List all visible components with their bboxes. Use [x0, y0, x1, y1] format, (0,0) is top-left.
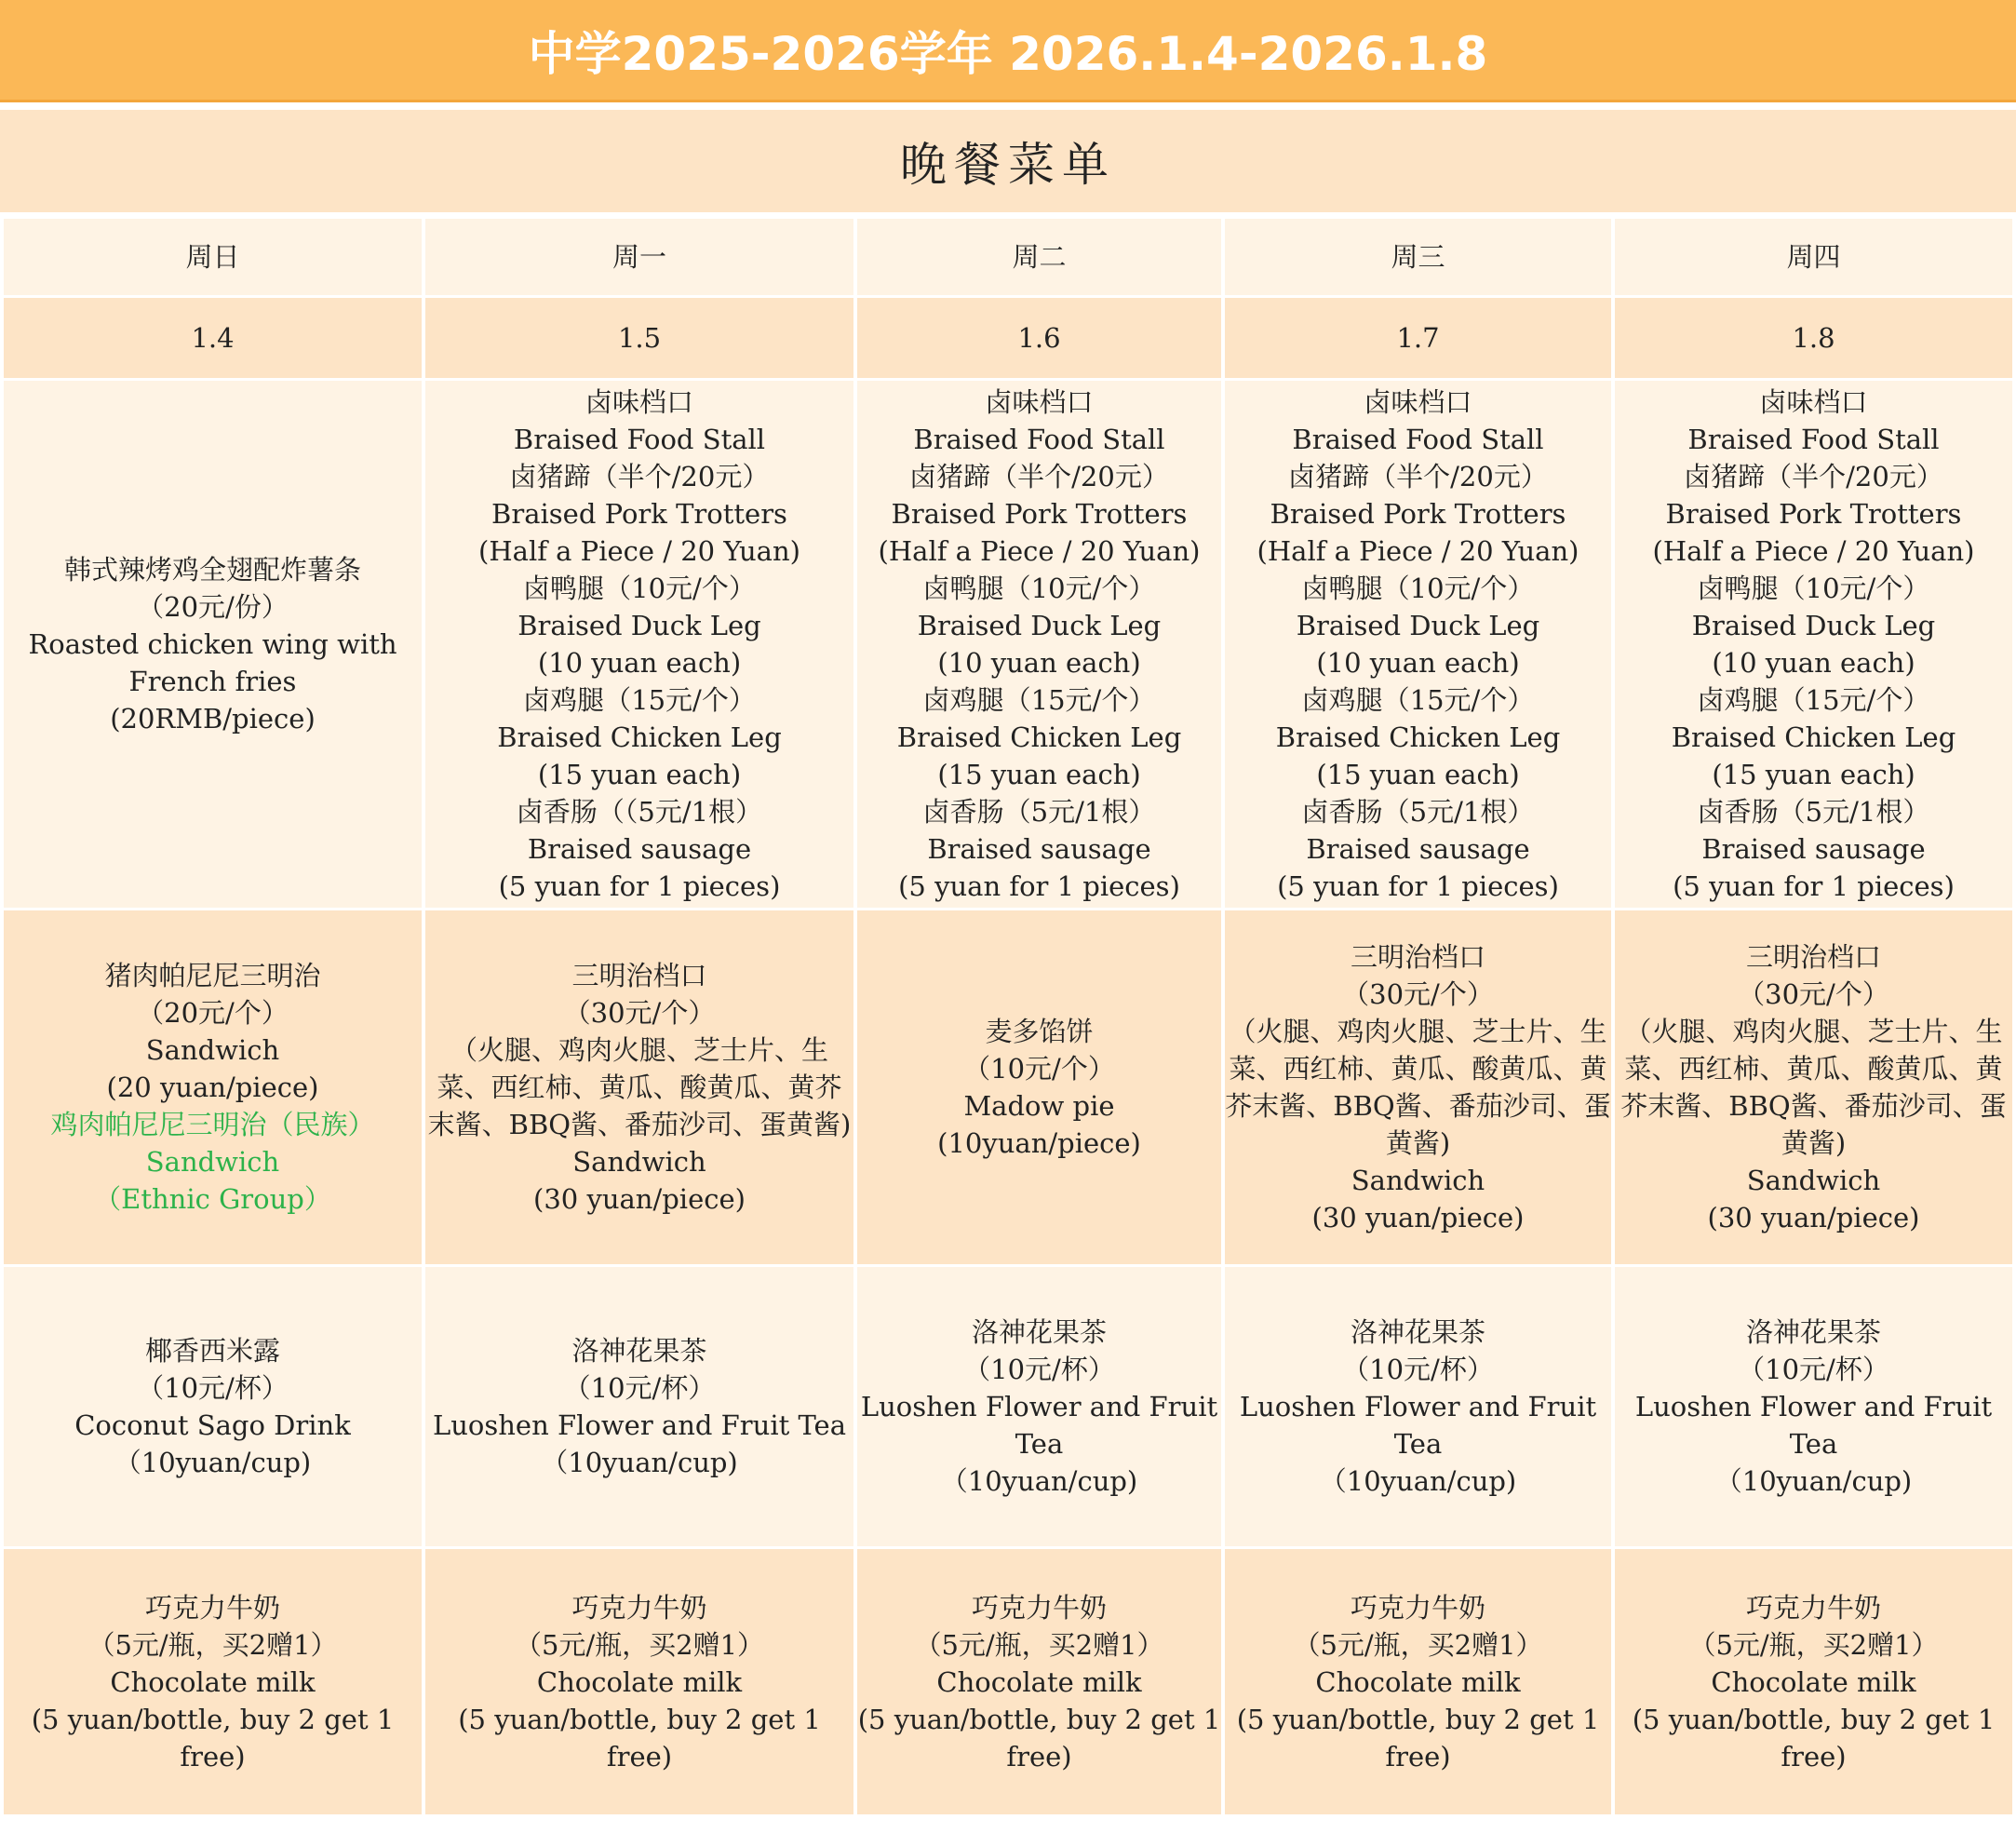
menu-line: (30 yuan/piece) [1311, 1202, 1525, 1233]
date-cell: 1.8 [1615, 298, 2012, 378]
menu-line: 卤鸡腿（15元/个） [523, 684, 756, 716]
menu-line: （5元/瓶，买2赠1） [1688, 1628, 1939, 1661]
menu-line: 椰香西米露 [144, 1335, 280, 1367]
menu-line: 卤猪蹄（半个/20元） [1684, 461, 1943, 492]
menu-cell [425, 1549, 853, 1814]
menu-line: Braised Pork Trotters [1665, 498, 1962, 530]
weekday-cell: 周三 [1225, 219, 1611, 295]
menu-line: 卤鸡腿（15元/个） [1301, 684, 1535, 716]
menu-table [0, 216, 2016, 1817]
menu-line: 卤香肠（（5元/1根） [516, 796, 763, 828]
weekday-cell: 周一 [425, 219, 853, 295]
menu-line: (5 yuan for 1 pieces) [1277, 870, 1559, 902]
menu-cell [4, 910, 422, 1264]
menu-line: (10 yuan each) [937, 647, 1141, 679]
menu-line: Braised Duck Leg [1296, 610, 1540, 641]
menu-line: Coconut Sago Drink [74, 1409, 351, 1441]
menu-row-sandwich [4, 910, 2012, 1264]
menu-cell [4, 1267, 422, 1546]
menu-cell [857, 1267, 1221, 1546]
menu-line: (5 yuan for 1 pieces) [898, 870, 1180, 902]
menu-line: 卤鸭腿（10元/个） [1697, 573, 1930, 604]
menu-line: （火腿、鸡肉火腿、芝士片、生菜、西红柿、黄瓜、酸黄瓜、黄芥末酱、BBQ酱、番茄沙司、蛋黄酱) [1620, 1016, 2007, 1159]
menu-line: （10yuan/cup) [1714, 1465, 1913, 1497]
menu-line: Sandwich [1746, 1165, 1881, 1196]
menu-line: (15 yuan each) [1316, 759, 1520, 790]
menu-line: Braised Duck Leg [517, 610, 761, 641]
menu-line: （10元/杯） [563, 1372, 716, 1404]
menu-line: （5元/瓶，买2赠1） [87, 1628, 338, 1661]
menu-line: 卤味档口 [1759, 386, 1868, 418]
menu-line: （10yuan/cup) [940, 1465, 1138, 1497]
menu-line: Braised Duck Leg [1691, 610, 1936, 641]
menu-line: (5 yuan for 1 pieces) [498, 870, 781, 902]
menu-line: (20 yuan/piece) [106, 1071, 319, 1103]
menu-line: (5 yuan/bottle, buy 2 get 1 free) [31, 1703, 395, 1772]
menu-line: 卤鸡腿（15元/个） [922, 684, 1156, 716]
menu-line: (5 yuan for 1 pieces) [1673, 870, 1955, 902]
menu-line: (5 yuan/bottle, buy 2 get 1 free) [458, 1703, 821, 1772]
menu-line: （火腿、鸡肉火腿、芝士片、生菜、西红柿、黄瓜、酸黄瓜、黄芥末酱、BBQ酱、番茄沙司、蛋黄酱) [427, 1034, 852, 1140]
menu-line: 卤猪蹄（半个/20元） [909, 461, 1169, 492]
menu-line: （30元/个） [1342, 978, 1494, 1010]
menu-line: (Half a Piece / 20 Yuan) [1652, 535, 1975, 567]
menu-cell [4, 1549, 422, 1814]
menu-line: 卤味档口 [585, 386, 693, 418]
menu-line: 卤味档口 [1364, 386, 1472, 418]
menu-line: Luoshen Flower and Fruit Tea [432, 1409, 847, 1441]
menu-line: (10yuan/piece) [937, 1127, 1141, 1159]
weekday-row [4, 219, 2012, 295]
menu-line: Braised Chicken Leg [497, 721, 782, 753]
menu-line: Sandwich [145, 1146, 280, 1178]
menu-line: Luoshen Flower and Fruit Tea [1634, 1391, 1993, 1460]
menu-line: (15 yuan each) [537, 759, 742, 790]
menu-line: Braised Food Stall [1292, 424, 1544, 455]
weekday-cell: 周日 [4, 219, 422, 295]
menu-line: Chocolate milk [936, 1665, 1142, 1698]
menu-line: 猪肉帕尼尼三明治 [104, 960, 321, 991]
menu-line: Braised sausage [927, 833, 1151, 865]
menu-line: 卤香肠（5元/1根） [922, 796, 1156, 828]
menu-line: （30元/个） [1738, 978, 1889, 1010]
menu-line: Roasted chicken wing with French fries [28, 628, 397, 697]
menu-line: (5 yuan/bottle, buy 2 get 1 free) [1632, 1703, 1996, 1772]
menu-line: 洛神花果茶 [1350, 1316, 1485, 1348]
menu-row-drink [4, 1267, 2012, 1546]
menu-cell [1225, 910, 1611, 1264]
menu-line: 鸡肉帕尼尼三明治（民族） [50, 1109, 375, 1140]
menu-cell [1615, 1549, 2012, 1814]
date-cell: 1.5 [425, 298, 853, 378]
menu-line: Luoshen Flower and Fruit Tea [860, 1391, 1218, 1460]
menu-line: 卤鸭腿（10元/个） [922, 573, 1156, 604]
menu-line: 卤香肠（5元/1根） [1697, 796, 1930, 828]
menu-line: 巧克力牛奶 [1350, 1591, 1485, 1624]
date-cell: 1.6 [857, 298, 1221, 378]
menu-line: 麦多馅饼 [985, 1016, 1094, 1047]
menu-line: （20元/个） [137, 997, 289, 1029]
menu-cell [1615, 910, 2012, 1264]
menu-line: (10 yuan each) [537, 647, 742, 679]
menu-line: 三明治档口 [571, 960, 707, 991]
page-title: 中学2025-2026学年 2026.1.4-2026.1.8 [528, 26, 1488, 81]
menu-line: 卤香肠（5元/1根） [1301, 796, 1535, 828]
menu-line: Chocolate milk [1711, 1665, 1916, 1698]
menu-line: 卤鸡腿（15元/个） [1697, 684, 1930, 716]
menu-row-milk [4, 1549, 2012, 1814]
menu-line: 三明治档口 [1350, 941, 1485, 973]
menu-line: （10元/杯） [963, 1354, 1115, 1385]
menu-line: （5元/瓶，买2赠1） [514, 1628, 765, 1661]
menu-line: 卤鸭腿（10元/个） [523, 573, 756, 604]
menu-cell [1225, 1549, 1611, 1814]
menu-line: （5元/瓶，买2赠1） [914, 1628, 1164, 1661]
menu-line: 卤味档口 [985, 386, 1094, 418]
menu-line: Braised Pork Trotters [491, 498, 787, 530]
menu-line: 洛神花果茶 [1745, 1316, 1881, 1348]
menu-line: 三明治档口 [1745, 941, 1881, 973]
menu-line: Sandwich [145, 1034, 280, 1066]
menu-line: （10yuan/cup) [1319, 1465, 1517, 1497]
menu-line: Braised Chicken Leg [896, 721, 1182, 753]
menu-line: 洛神花果茶 [571, 1335, 707, 1367]
menu-line: (30 yuan/piece) [533, 1183, 746, 1215]
menu-line: 巧克力牛奶 [571, 1591, 707, 1624]
menu-line: (30 yuan/piece) [1707, 1202, 1920, 1233]
menu-line: (5 yuan/bottle, buy 2 get 1 free) [1236, 1703, 1600, 1772]
menu-line: Chocolate milk [1315, 1665, 1521, 1698]
menu-line: 卤猪蹄（半个/20元） [509, 461, 770, 492]
menu-line: 巧克力牛奶 [971, 1591, 1107, 1624]
menu-line: 卤猪蹄（半个/20元） [1288, 461, 1548, 492]
menu-subtitle: 晚餐菜单 [900, 138, 1116, 192]
menu-line: Braised Chicken Leg [1671, 721, 1956, 753]
menu-line: （10元/个） [963, 1053, 1115, 1085]
menu-line: Braised Pork Trotters [1270, 498, 1566, 530]
menu-line: (Half a Piece / 20 Yuan) [878, 535, 1201, 567]
menu-cell [1615, 381, 2012, 908]
menu-line: (10 yuan each) [1316, 647, 1520, 679]
menu-cell [4, 381, 422, 908]
menu-cell [425, 910, 853, 1264]
menu-line: (20RMB/piece) [110, 703, 316, 735]
menu-line: (5 yuan/bottle, buy 2 get 1 free) [857, 1703, 1221, 1772]
menu-line: （火腿、鸡肉火腿、芝士片、生菜、西红柿、黄瓜、酸黄瓜、黄芥末酱、BBQ酱、番茄沙司、蛋黄酱) [1225, 1016, 1611, 1159]
menu-line: （10元/杯） [1342, 1354, 1494, 1385]
date-cell: 1.4 [4, 298, 422, 378]
title-banner [0, 0, 2016, 102]
menu-cell [857, 381, 1221, 908]
menu-cell [1615, 1267, 2012, 1546]
menu-line: （Ethnic Group） [94, 1183, 331, 1215]
menu-line: Braised sausage [1306, 833, 1530, 865]
weekday-cell: 周二 [857, 219, 1221, 295]
menu-line: 洛神花果茶 [971, 1316, 1107, 1348]
menu-line: Braised Chicken Leg [1275, 721, 1561, 753]
menu-line: Sandwich [1351, 1165, 1485, 1196]
menu-line: Braised Pork Trotters [891, 498, 1188, 530]
menu-cell [857, 1549, 1221, 1814]
menu-line: Braised Food Stall [913, 424, 1165, 455]
date-cell: 1.7 [1225, 298, 1611, 378]
menu-cell [857, 910, 1221, 1264]
menu-line: Braised Duck Leg [917, 610, 1162, 641]
menu-cell [1225, 381, 1611, 908]
menu-cell [1225, 1267, 1611, 1546]
menu-line: Sandwich [572, 1146, 706, 1178]
menu-line: （10元/杯） [137, 1372, 289, 1404]
menu-line: Luoshen Flower and Fruit Tea [1239, 1391, 1597, 1460]
menu-line: (Half a Piece / 20 Yuan) [1257, 535, 1579, 567]
weekday-cell: 周四 [1615, 219, 2012, 295]
menu-line: Braised Food Stall [513, 424, 766, 455]
menu-line: 卤鸭腿（10元/个） [1301, 573, 1535, 604]
menu-line: Braised sausage [1701, 833, 1926, 865]
menu-line: Braised sausage [527, 833, 752, 865]
menu-line: Chocolate milk [536, 1665, 743, 1698]
menu-cell [425, 1267, 853, 1546]
menu-line: （30元/个） [563, 997, 716, 1029]
menu-line: （10元/杯） [1738, 1354, 1889, 1385]
menu-cell [425, 381, 853, 908]
menu-line: Braised Food Stall [1687, 424, 1940, 455]
menu-line: （5元/瓶，买2赠1） [1293, 1628, 1543, 1661]
menu-line: （20元/份） [137, 591, 289, 623]
menu-line: 韩式辣烤鸡全翅配炸薯条 [63, 554, 361, 586]
menu-line: Chocolate milk [110, 1665, 316, 1698]
menu-line: （10yuan/cup) [114, 1447, 312, 1478]
date-row [4, 298, 2012, 378]
menu-line: (15 yuan each) [937, 759, 1141, 790]
menu-line: 巧克力牛奶 [144, 1591, 280, 1624]
menu-subtitle-bar [0, 110, 2016, 212]
menu-row-braised [4, 381, 2012, 908]
menu-line: (15 yuan each) [1712, 759, 1915, 790]
menu-line: (Half a Piece / 20 Yuan) [478, 535, 800, 567]
menu-line: (10 yuan each) [1712, 647, 1915, 679]
menu-line: Madow pie [963, 1090, 1115, 1122]
menu-line: （10yuan/cup) [541, 1447, 738, 1478]
menu-line: 巧克力牛奶 [1745, 1591, 1881, 1624]
